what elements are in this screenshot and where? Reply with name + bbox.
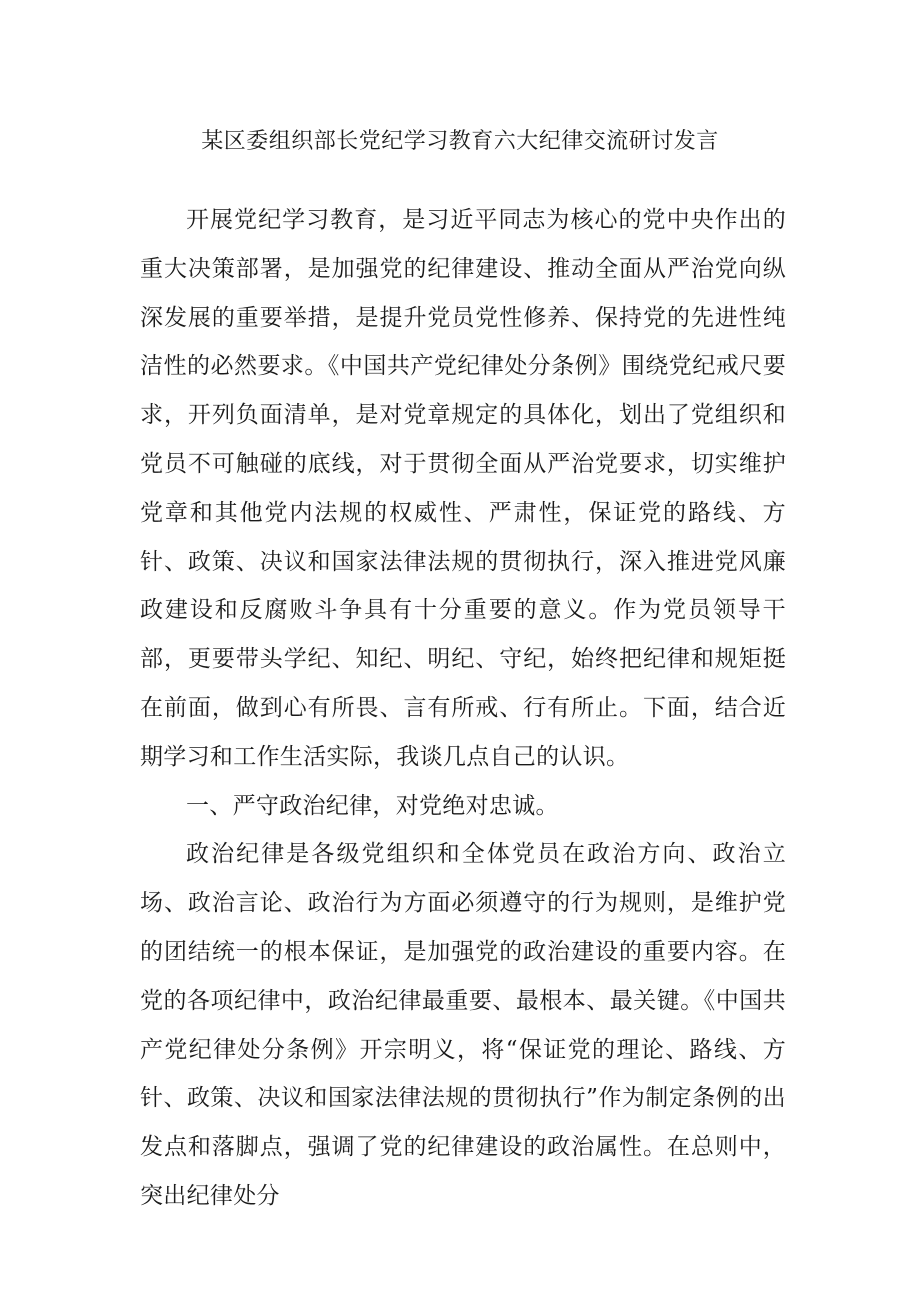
document-title: 某区委组织部长党纪学习教育六大纪律交流研讨发言 <box>201 129 719 154</box>
paragraph-intro: 开展党纪学习教育，是习近平同志为核心的党中央作出的重大决策部署，是加强党的纪律建设、推动全面从严治党向纵深发展的重要举措，是提升党员党性修养、保持党的先进性纯洁性的必然要求。《中国共产党纪律处分条例》围绕党纪戒尺要求，开列负面清单，是对党章规定的具体化，划出了党组织和党员不可触碰的底线，对于贯彻全面从严治党要求，切实维护党章和其他党内法规的权威性、严肃性，保证党的路线、方针、政策、决议和国家法律法规的贯彻执行，深入推进党风廉政建设和反腐败斗争具有十分重要的意义。作为党员领导干部，更要带头学纪、知纪、明纪、守纪，始终把纪律和规矩挺在前面，做到心有所畏、言有所戒、行有所止。下面，结合近期学习和工作生活实际，我谈几点自己的认识。 <box>140 207 786 770</box>
paragraph-political-discipline: 政治纪律是各级党组织和全体党员在政治方向、政治立场、政治言论、政治行为方面必须遵守的行为规则，是维护党的团结统一的根本保证，是加强党的政治建设的重要内容。在党的各项纪律中，政治纪律最重要、最根本、最关键。《中国共产党纪律处分条例》开宗明义，将“保证党的理论、路线、方针、政策、决议和国家法律法规的贯彻执行”作为制定条例的出发点和落脚点，强调了党的纪律建设的政治属性。在总则中，突出纪律处分 <box>140 841 786 1209</box>
section-heading-political-discipline: 一、严守政治纪律，对党绝对忠诚。 <box>186 792 559 819</box>
document-body <box>140 196 786 1221</box>
